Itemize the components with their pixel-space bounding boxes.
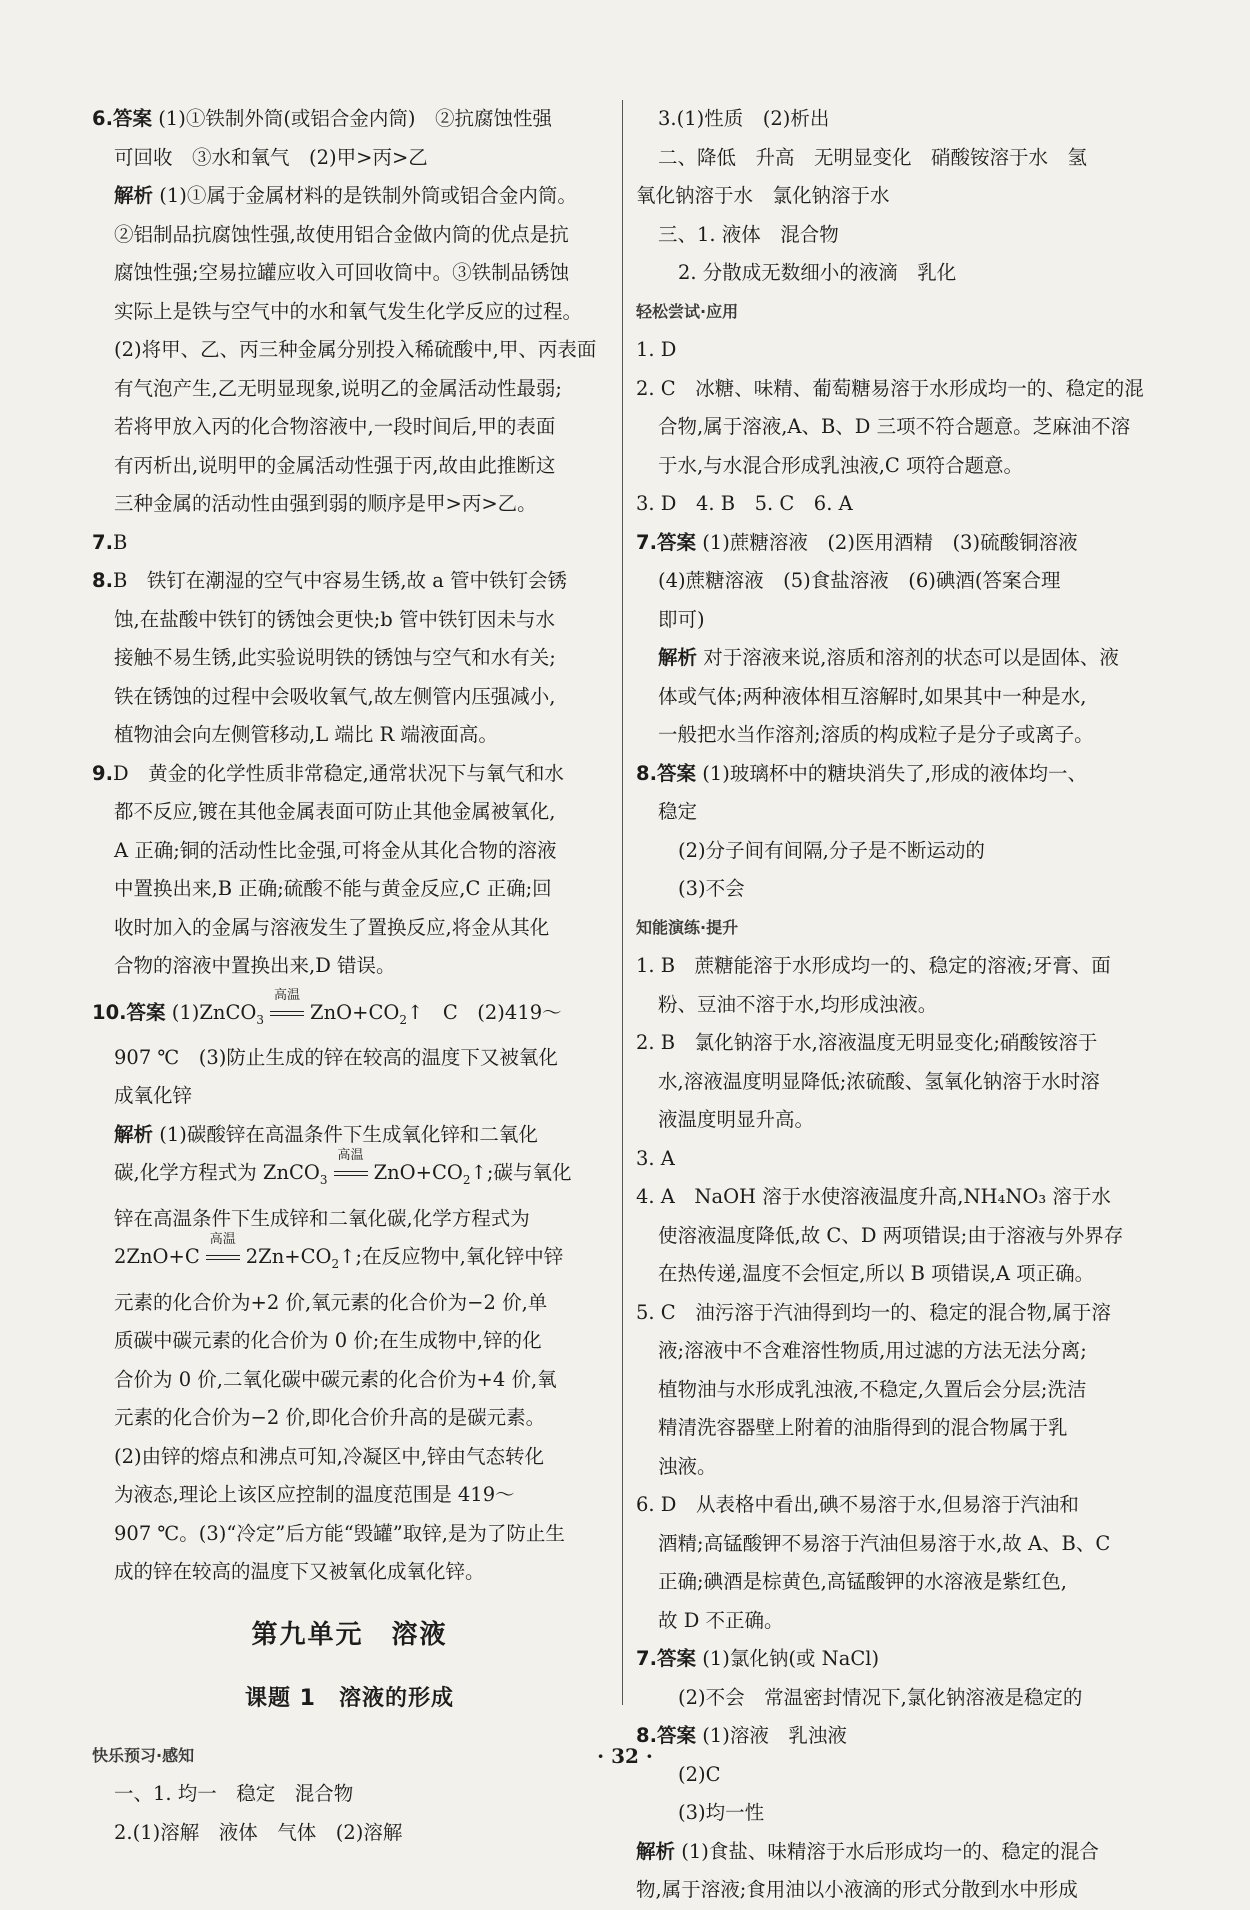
reaction-arrow: 高温 [200,1247,246,1267]
reaction-arrow: 高温 [328,1163,374,1183]
answer-p7: 7.答案 (1)氯化钠(或 NaCl) [636,1647,880,1670]
answer-9: 9.D 黄金的化学性质非常稳定,通常状况下与氧气和水 [92,761,564,785]
analysis-6: 解析 (1)①属于金属材料的是铁制外筒或铝合金内筒。 [114,184,577,207]
answer-10: 10.答案 (1)ZnCO$_3$ 高温 $ZnO+CO_2↑$ C (2)419～ [92,987,562,1027]
right-column: 3.(1)性质 (2)析出 二、降低 升高 无明显变化 硝酸铵溶于水 氢 氧化钠溶于水 氯化钠溶于水 三、1. 液体 混合物 2. 分散成无数细小的液滴 乳化 轻松尝试·应用 1. D 2. C 冰糖、味精、葡萄糖易溶于水形成均一的、稳定的混 合物,属于溶液,A、B、D 三项不符合题意。芝麻油不溶 于水,与水混合形成乳浊液,C 项符合题意。 3. D 4. B 5. C 6. A 7.答案 (1)蔗糖溶液 (2)医用酒精 (3)硫酸铜溶液 (4)蔗糖溶液 (5)食盐溶液 (6)碘酒(答案合理 即可) 解析 对于溶液来说,溶质和溶剂的状态可以是固体、液 体或气体;两种液体相互溶解时,如果其中一种是水, 一般把水当作溶剂;溶质的构成粒子是分子或离子。 8.答案 (1)玻璃杯中的糖块消失了,形成的液体均一、 稳定 (2)分子间有间隔,分子是不断运动的 (3)不会 知能演练·提升 1. B 蔗糖能溶于水形成均一的、稳定的溶液;牙膏、面 粉、豆油不溶于水,均形成浊液。 2. B 氯化钠溶于水,溶液温度无明显变化;硝酸铵溶于 水,溶液温度明显降低;浓硫酸、氢氧化钠溶于水时溶 液温度明显升高。 3. A 4. A NaOH 溶于水使溶液温度升高,NH₄NO₃ 溶于水 使溶液温度降低,故 C、D 两项错误;由于溶液与外界存 在热传递,温度不会恒定,所以 B 项错误,A 项正确。 5. C 油污溶于汽油得到均一的、稳定的混合物,属于溶 液;溶液中不含难溶性物质,用过滤的方法无法分离; 植物油与水形成乳浊液,不稳定,久置后会分层;洗洁 精清洗容器壁上附着的油脂得到的混合物属于乳 浊液。 6. D 从表格中看出,碘不易溶于水,但易溶于汽油和 酒精;高锰酸钾不易溶于汽油但易溶于水,故 A、B、C 正确;碘酒是棕黄色,高锰酸钾的水溶液是紫红色, 故 D 不正确。 7.答案 (1)氯化钠(或 NaCl) (2)不会 常温密封情况下,氯化钠溶液是稳定的 8.答案 (1)溶液 乳浊液 (2)C (3)均一性 解析 (1)食盐、味精溶于水后形成均一的、稳定的混合 物,属于溶液;食用油以小液滴的形式分散到水中形成 [636,107,1144,1901]
section-try: 轻松尝试·应用 [636,301,739,321]
left-column: 6.答案 (1)①铁制外筒(或铝合金内筒) ②抗腐蚀性强 可回收 ③水和氧气 (2)甲>丙>乙 解析 (1)①属于金属材料的是铁制外筒或铝合金内筒。 ②铝制品抗腐蚀性强,故使用铝合金做内筒的优点是抗 腐蚀性强;空易拉罐应收入可回收筒中。③铁制品锈蚀 实际上是铁与空气中的水和氧气发生化学反应的过程。 (2)将甲、乙、丙三种金属分别投入稀硫酸中,甲、丙表面 有气泡产生,乙无明显现象,说明乙的金属活动性最弱; 若将甲放入丙的化合物溶液中,一段时间后,甲的表面 有丙析出,说明甲的金属活动性强于丙,故由此推断这 三种金属的活动性由强到弱的顺序是甲>丙>乙。 7.B 8.B 铁钉在潮湿的空气中容易生锈,故 a 管中铁钉会锈 蚀,在盐酸中铁钉的锈蚀会更快;b 管中铁钉因未与水 接触不易生锈,此实验说明铁的锈蚀与空气和水有关; 铁在锈蚀的过程中会吸收氧气,故左侧管内压强减小, 植物油会向左侧管移动,L 端比 R 端液面高。 9.D 黄金的化学性质非常稳定,通常状况下与氧气和水 都不反应,镀在其他金属表面可防止其他金属被氧化, A 正确;铜的活动性比金强,可将金从其化合物的溶液 中置换出来,B 正确;硫酸不能与黄金反应,C 正确;回 收时加入的金属与溶液发生了置换反应,将金从其化 合物的溶液中置换出来,D 错误。 10.答案 (1)ZnCO$_3$ 高温 $ZnO+CO_2↑$ C (2)419～ 907 ℃ (3)防止生成的锌在较高的温度下又被氧化 成氧化锌 解析 (1)碳酸锌在高温条件下生成氧化锌和二氧化 碳,化学方程式为 ZnCO$_3$ 高温 $ZnO+CO_2↑$;碳与氧化 锌在高温条件下生成锌和二氧化碳,化学方程式为 2ZnO+C 高温 $2Zn+CO_2↑$;在反应物中,氧化锌中锌 元素的化合价为+2 价,氧元素的化合价为−2 价,单 质碳中碳元素的化合价为 0 价;在生成物中,锌的化 合价为 0 价,二氧化碳中碳元素的化合价为+4 价,氧 元素的化合价为−2 价,即化合价升高的是碳元素。 (2)由锌的熔点和沸点可知,冷凝区中,锌由气态转化 为液态,理论上该区应控制的温度范围是 419～ 907 ℃。(3)“冷定”后方能“毁罐”取锌,是为了防止生 成的锌在较高的温度下又被氧化成氧化锌。 第九单元 溶液 课题 1 溶液的形成 快乐预习·感知 一、1. 均一 稳定 混合物 2.(1)溶解 液体 气体 (2)溶解 [92,100,607,1852]
unit-title: 第九单元 溶液 [251,1619,448,1650]
column-divider [622,100,623,1705]
page-number: · 32 · [597,1744,653,1768]
analysis-10: 解析 (1)碳酸锌在高温条件下生成氧化锌和二氧化 [114,1122,538,1146]
answer-p8: 8.答案 (1)溶液 乳浊液 [636,1724,847,1747]
answer-r7: 7.答案 (1)蔗糖溶液 (2)医用酒精 (3)硫酸铜溶液 [636,530,1078,554]
answer-6: 6.答案 (1)①铁制外筒(或铝合金内筒) ②抗腐蚀性强 [92,107,553,130]
answer-r8: 8.答案 (1)玻璃杯中的糖块消失了,形成的液体均一、 [636,761,1088,785]
topic-title: 课题 1 溶液的形成 [245,1686,454,1712]
section-practice: 知能演练·提升 [636,917,739,937]
reaction-arrow: 高温 [264,1003,310,1023]
answer-8: 8.B 铁钉在潮湿的空气中容易生锈,故 a 管中铁钉会锈 [92,569,568,592]
section-preview: 快乐预习·感知 [92,1745,195,1765]
answer-7: 7.B [92,530,128,554]
